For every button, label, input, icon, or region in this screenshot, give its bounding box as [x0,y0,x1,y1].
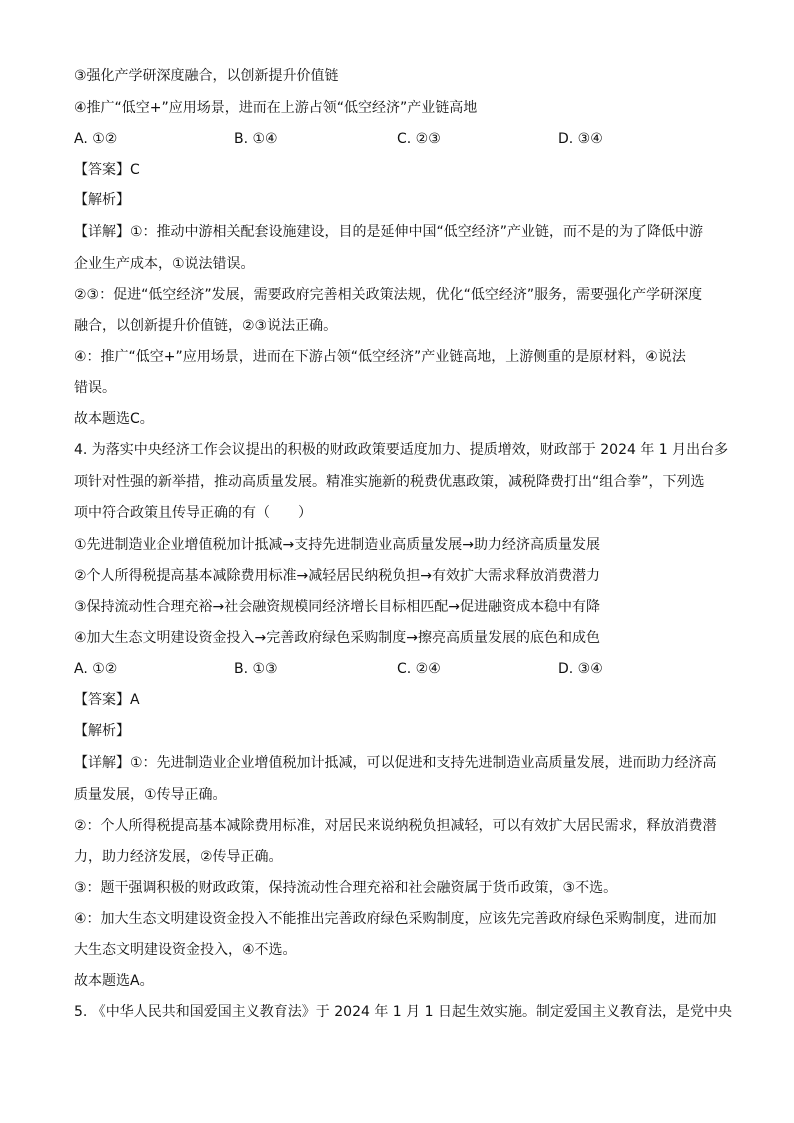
q4-statement-1: ①先进制造业企业增值税加计抵减→支持先进制造业高质量发展→助力经济高质量发展 [74,537,601,553]
q4-stem-line-3: 项中符合政策且传导正确的有（ ） [74,505,312,521]
q3-option-b: B. ①④ [234,131,278,147]
q4-option-d: D. ③④ [558,661,603,677]
q3-detail-line-2: 企业生产成本，①说法错误。 [74,256,255,272]
q3-analysis-label: 【解析】 [74,192,130,208]
q5-stem-line-1: 5. 《中华人民共和国爱国主义教育法》于 2024 年 1 月 1 日起生效实施。制定爱国主义教育法，是党中央 [74,1004,732,1020]
q3-option-c: C. ②③ [397,131,441,147]
q4-detail-line-1: 【详解】①：先进制造业企业增值税加计抵减，可以促进和支持先进制造业高质量发展，进而助力经济高 [74,755,717,771]
q4-answer: 【答案】A [74,692,140,708]
q4-options [74,659,734,679]
q4-statement-3: ③保持流动性合理充裕→社会融资规模同经济增长目标相匹配→促进融资成本稳中有降 [74,599,601,615]
q4-option-b: B. ①③ [234,661,278,677]
q3-option-d: D. ③④ [558,131,603,147]
q4-detail-line-5: ③：题干强调积极的财政政策，保持流动性合理充裕和社会融资属于货币政策，③不选。 [74,880,618,896]
q4-detail-line-4: 力，助力经济发展，②传导正确。 [74,849,283,865]
q4-option-c: C. ②④ [397,661,441,677]
q4-statement-4: ④加大生态文明建设资金投入→完善政府绿色采购制度→擦亮高质量发展的底色和成色 [74,630,601,646]
q3-detail-line-4: 融合，以创新提升价值链，②③说法正确。 [74,318,338,334]
q3-options [74,129,734,149]
q4-detail-line-2: 质量发展，①传导正确。 [74,787,227,803]
q4-statement-2: ②个人所得税提高基本减除费用标准→减轻居民纳税负担→有效扩大需求释放消费潜力 [74,568,601,584]
q4-conclusion: 故本题选A。 [74,973,154,989]
q3-detail-line-1: 【详解】①：推动中游相关配套设施建设，目的是延伸中国“低空经济”产业链，而不是的为了降低中游 [74,224,704,240]
q3-statement-4: ④推广“低空+”应用场景，进而在上游占领“低空经济”产业链高地 [74,100,478,116]
q4-analysis-label: 【解析】 [74,723,130,739]
q4-detail-line-6: ④：加大生态文明建设资金投入不能推出完善政府绿色采购制度，应该先完善政府绿色采购制度，进而加 [74,911,717,927]
q4-detail-line-7: 大生态文明建设资金投入，④不选。 [74,942,297,958]
q3-detail-line-5: ④：推广“低空+”应用场景，进而在下游占领“低空经济”产业链高地，上游侧重的是原材料，④说法 [74,349,686,365]
q4-stem-line-1: 4. 为落实中央经济工作会议提出的积极的财政政策要适度加力、提质增效，财政部于 2024 年 1 月出台多 [74,442,729,458]
q3-detail-line-6: 错误。 [74,380,116,396]
q3-answer: 【答案】C [74,162,140,178]
q3-detail-line-3: ②③：促进“低空经济”发展，需要政府完善相关政策法规，优化“低空经济”服务，需要强化产学研深度 [74,287,703,303]
q3-option-a: A. ①② [74,131,118,147]
q3-statement-3: ③强化产学研深度融合，以创新提升价值链 [74,68,339,84]
q4-stem-line-2: 项针对性强的新举措，推动高质量发展。精准实施新的税费优惠政策，减税降费打出“组合拳”，下列选 [74,474,705,490]
q3-conclusion: 故本题选C。 [74,411,154,427]
q4-option-a: A. ①② [74,661,118,677]
q4-detail-line-3: ②：个人所得税提高基本减除费用标准，对居民来说纳税负担减轻，可以有效扩大居民需求，释放消费潜 [74,818,717,834]
